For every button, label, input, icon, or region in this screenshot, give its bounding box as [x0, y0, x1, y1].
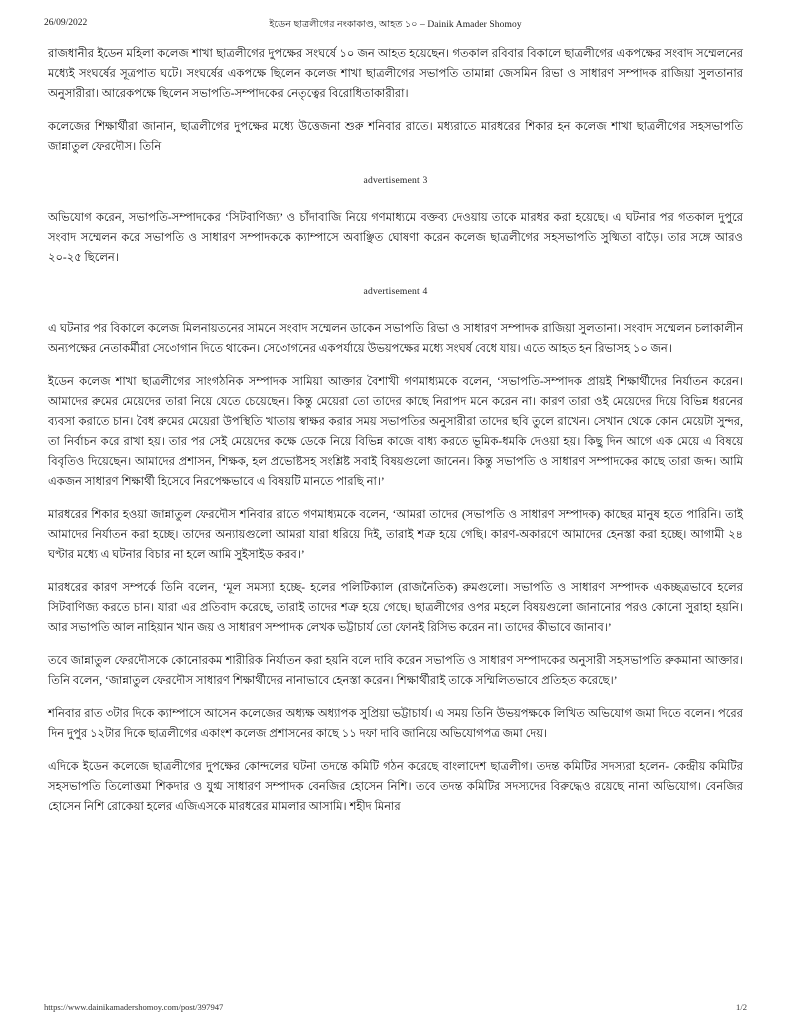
paragraph: তবে জান্নাতুল ফেরদৌসকে কোনোরকম শারীরিক নির্যাতন করা হয়নি বলে দাবি করেন সভাপতি ও সাধারণ সম্পাদকের অনুসারী সহসভাপতি রুকমানা আক্তার। তিনি বলেন, ‘জান্নাতুল ফেরদৌস সাধারণ শিক্ষার্থীদের নানাভাবে হেনস্তা করেন। শিক্ষার্থীরাই তাকে সম্মিলিতভাবে প্রতিহত করেছে।’ — [48, 655, 743, 687]
paragraph: কলেজের শিক্ষার্থীরা জানান, ছাত্রলীগের দুপক্ষের মধ্যে উত্তেজনা শুরু শনিবার রাতে। মধ্যরাতে মারধরের শিকার হন কলেজ শাখা ছাত্রলীগের সহসভাপতি জান্নাতুল ফেরদৌস। তিনি — [48, 121, 743, 153]
page-footer — [44, 1002, 747, 1012]
footer-source-url[interactable]: https://www.dainikamadershomoy.com/post/397947 — [44, 1002, 224, 1012]
advertisement-slot-4: advertisement 4 — [363, 286, 428, 297]
paragraph: এদিকে ইডেন কলেজে ছাত্রলীগের দুপক্ষের কোন্দলের ঘটনা তদন্তে কমিটি গঠন করেছে বাংলাদেশ ছাত্রলীগ। তদন্ত কমিটির সদস্যরা হলেন- কেন্দ্রীয় কমিটির সহসভাপতি তিলোত্তমা শিকদার ও যুগ্ম সাধারণ সম্পাদক বেনজির হোসেন নিশি। তবে তদন্ত কমিটির সদস্যদের বিরুদ্ধেও রয়েছে নানা অভিযোগ। বেনজির হোসেন নিশি রোকেয়া হলের এজিএসকে মারধরের মামলার আসামি। শহীদ মিনার — [48, 761, 743, 813]
paragraph: ইডেন কলেজ শাখা ছাত্রলীগের সাংগঠনিক সম্পাদক সামিয়া আক্তার বৈশাখী গণমাধ্যমকে বলেন, ‘সভাপতি-সম্পাদক প্রায়ই শিক্ষার্থীদের নির্যাতন করেন। আমাদের রুমের মেয়েদের তারা নিয়ে যেতে চেয়েছেন। কিন্তু মেয়েরা তো তাদের কাছে নিরাপদ মনে করেন না। কারণ তারা ওই মেয়েদের দিয়ে বিভিন্ন ধরনের ব্যবসা করাতে চান। বৈধ রুমের মেয়েরা উপস্থিতি খাতায় স্বাক্ষর করার সময় সভাপতির অনুসারীরা তাদের ছবি তুলে রাখেন। সেখান থেকে কোন মেয়েটা সুন্দর, তা নির্বাচন করে রাখা হয়। তার পর সেই মেয়েদের কক্ষে ডেকে নিয়ে বিভিন্ন কাজে বাধ্য করতে ভূমিক-ধমকি দেওয়া হয়। কিছু দিন আগে এক মেয়ে এ বিষয়ে বিবৃতিও দিয়েছেন। আমাদের প্রশাসন, শিক্ষক, হল প্রভোষ্টসহ সংশ্লিষ্ট সবাই বিষয়গুলো জানেন। কিন্তু সভাপতি ও সাধারণ সম্পাদকের কাছে তারা জব্দ। আমি একজন সাধারণ শিক্ষার্থী হিসেবে নিরপেক্ষভাবে এ বিষয়টি মানতে পারছি না।’ — [48, 376, 743, 488]
paragraph: শনিবার রাত ৩টার দিকে ক্যাম্পাসে আসেন কলেজের অধ্যক্ষ অধ্যাপক সুপ্রিয়া ভট্টাচার্য। এ সময় তিনি উভয়পক্ষকে লিখিত অভিযোগ জমা দিতে বলেন। পরের দিন দুপুর ১২টার দিকে ছাত্রলীগের একাংশ কলেজ প্রশাসনের কাছে ১১ দফা দাবি জানিয়ে অভিযোগপত্র জমা দেয়। — [48, 708, 743, 740]
paragraph: রাজধানীর ইডেন মহিলা কলেজ শাখা ছাত্রলীগের দুপক্ষের সংঘর্ষে ১০ জন আহত হয়েছেন। গতকাল রবিবার বিকালে ছাত্রলীগের একপক্ষের সংবাদ সম্মেলনের মধ্যেই সংঘর্ষের সূত্রপাত ঘটে। সংঘর্ষের একপক্ষে ছিলেন কলেজ শাখা ছাত্রলীগের সভাপতি তামান্না জেসমিন রিভা ও সাধারণ সম্পাদক রাজিয়া সুলতানার অনুসারীরা। আরেকপক্ষে ছিলেন সভাপতি-সম্পাদকের নেতৃত্বের বিরোধিতাকারীরা। — [48, 48, 743, 100]
header-title: ইডেন ছাত্রলীগের নংকাকাণ্ড, আহত ১০ – Dainik Amader Shomoy — [269, 20, 522, 30]
article-body — [44, 44, 747, 817]
advertisement-slot-3: advertisement 3 — [363, 175, 428, 186]
paragraph: মারধরের শিকার হওয়া জান্নাতুল ফেরদৌস শনিবার রাতে গণমাধ্যমকে বলেন, ‘আমরা তাদের (সভাপতি ও সাধারণ সম্পাদক) কাছের মানুষ হতে পারিনি। তাই আমাদের নির্যাতন করা হচ্ছে। তাদের অন্যায়গুলো আমরা যারা ধরিয়ে দিই, তারাই শত্রু হয়ে গেছি। কারণ-অকারণে আমাদের হেনস্তা করা হচ্ছে। আগামী ২৪ ঘণ্টার মধ্যে এ ঘটনার বিচার না হলে আমি সুইসাইড করব।’ — [48, 509, 743, 561]
header-date: 26/09/2022 — [44, 18, 88, 28]
paragraph: মারধরের কারণ সম্পর্কে তিনি বলেন, ‘মূল সমস্যা হচ্ছে- হলের পলিটিক্যাল (রাজনৈতিক) রুমগুলো। সভাপতি ও সাধারণ সম্পাদক একচ্ছত্রভাবে হলের সিটবাণিজ্য করতে চান। যারা এর প্রতিবাদ করেছে, তারাই তাদের শত্রু হয়ে গেছে। ছাত্রলীগের ওপর মহলে বিষয়গুলো জানানোর পরও কোনো সুরাহা হয়নি। আর সভাপতি আল নাহিয়ান খান জয় ও সাধারণ সম্পাদক লেখক ভট্টাচার্য তো ফোনই রিসিভ করেন না। তাদের কীভাবে জানাব।’ — [48, 582, 743, 634]
page-header — [44, 18, 747, 34]
paragraph: এ ঘটনার পর বিকালে কলেজ মিলনায়তনের সামনে সংবাদ সম্মেলন ডাকেন সভাপতি রিভা ও সাধারণ সম্পাদক রাজিয়া সুলতানা। সংবাদ সম্মেলন চলাকালীন অন্যপক্ষের নেতাকর্মীরা সে৩োগান দিতে থাকেন। সে৩োগনের একপর্যায়ে উভয়পক্ষের মধ্যে সংঘর্ষ বেধে যায়। এতে আহত হন রিভাসহ ১০ জন। — [48, 323, 743, 355]
footer-page-number: 1/2 — [736, 1002, 747, 1012]
paragraph: অভিযোগ করেন, সভাপতি-সম্পাদকের ‘সিটবাণিজ্য’ ও চাঁদাবাজি নিয়ে গণমাধ্যমে বক্তব্য দেওয়ায় তাকে মারধর করা হয়েছে। এ ঘটনার পর গতকাল দুপুরে সংবাদ সম্মেলন করে সভাপতি ও সাধারণ সম্পাদককে ক্যাম্পাসে অবাঞ্ছিত ঘোষণা করেন কলেজ ছাত্রলীগের সহসভাপতি সুষ্মিতা বাড়ৈ। তার সঙ্গে আরও ২০-২৫ ছিলেন। — [48, 212, 743, 264]
